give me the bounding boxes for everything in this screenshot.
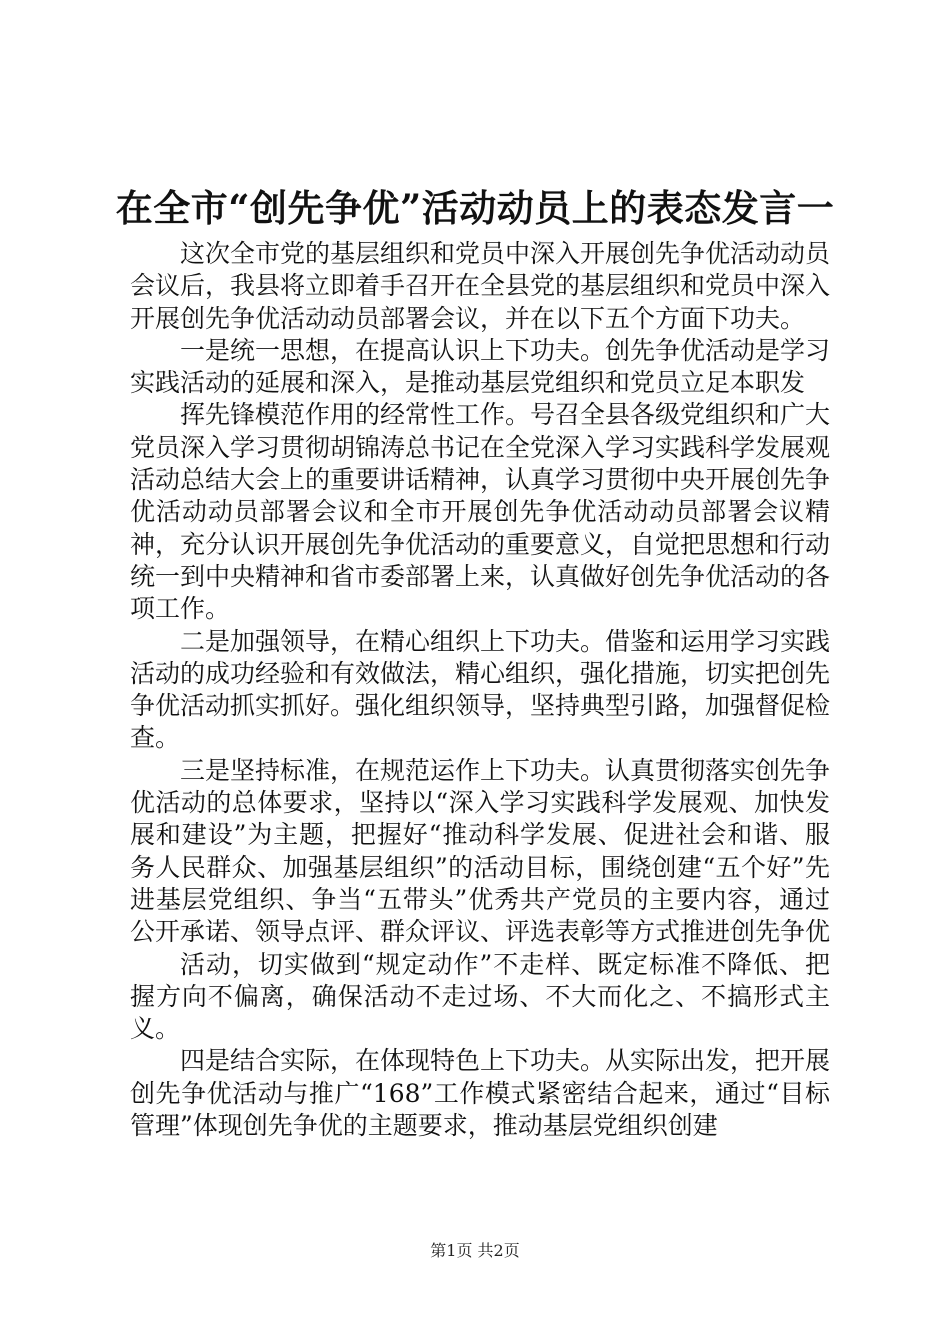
paragraph-intro: 这次全市党的基层组织和党员中深入开展创先争优活动动员会议后，我县将立即着手召开在全县党的基层组织和党员中深入开展创先争优活动动员部署会议，并在以下五个方面下功夫。 [130, 239, 831, 333]
paragraph-point-two: 二是加强领导，在精心组织上下功夫。借鉴和运用学习实践活动的成功经验和有效做法，精心组织，强化措施，切实把创先争优活动抓实抓好。强化组织领导，坚持典型引路，加强督促检查。 [130, 626, 831, 753]
paragraph-point-three-continued: 活动，切实做到“规定动作”不走样、既定标准不降低、把握方向不偏离，确保活动不走过场、不大而化之、不搞形式主义。 [130, 949, 830, 1044]
paragraph-point-one-continued: 挥先锋模范作用的经常性工作。号召全县各级党组织和广大党员深入学习贯彻胡锦涛总书记在全党深入学习实践科学发展观活动总结大会上的重要讲话精神，认真学习贯彻中央开展创先争优活动动员部署会议和全市开展创先争优活动动员部署会议精神，充分认识开展创先争优活动的重要意义，自觉把思想和行动统一到中央精神和省市委部署上来，认真做好创先争优活动的各项工作。 [130, 400, 831, 624]
paragraph-point-three: 三是坚持标准，在规范运作上下功夫。认真贯彻落实创先争优活动的总体要求，坚持以“深入学习实践科学发展观、加快发展和建设”为主题，把握好“推动科学发展、促进社会和谐、服务人民群众、加强基层组织”的活动目标，围绕创建“五个好”先进基层党组织、争当“五带头”优秀共产党员的主要内容，通过公开承诺、领导点评、群众评议、评选表彰等方式推进创先争优 [130, 755, 831, 947]
page-number-footer: 第1页 共2页 [430, 1241, 520, 1260]
document-body [130, 238, 830, 1142]
document-title: 在全市“创先争优”活动动员上的表态发言一 [115, 186, 835, 230]
paragraph-point-one: 一是统一思想，在提高认识上下功夫。创先争优活动是学习实践活动的延展和深入，是推动基层党组织和党员立足本职发 [130, 335, 831, 398]
paragraph-point-four: 四是结合实际，在体现特色上下功夫。从实际出发，把开展创先争优活动与推广“168”工作模式紧密结合起来，通过“目标管理”体现创先争优的主题要求，推动基层党组织创建 [130, 1046, 831, 1141]
